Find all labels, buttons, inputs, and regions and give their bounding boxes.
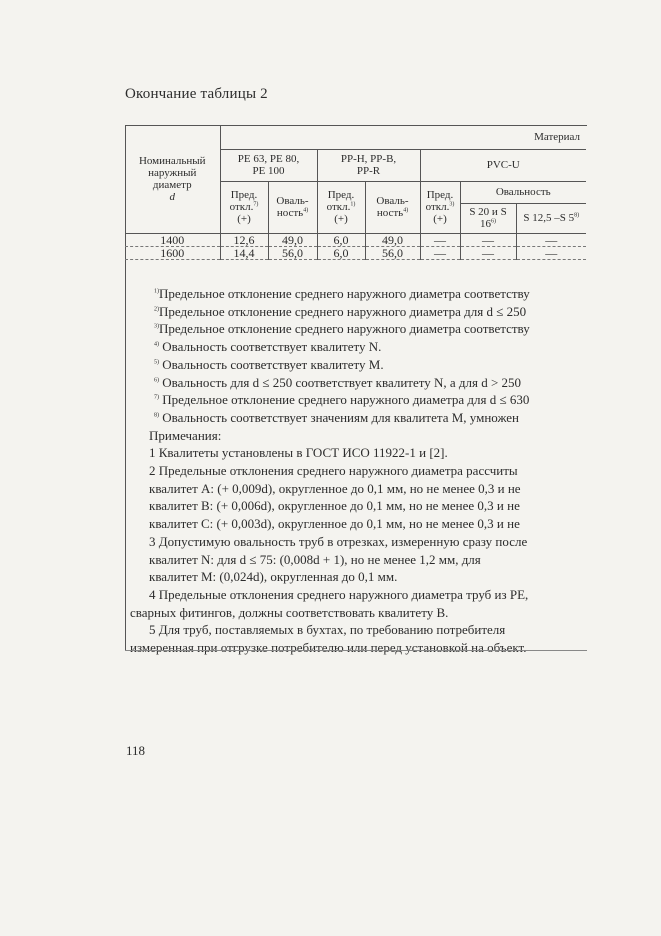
- footnote-5: $^{5)}$ Овальность соответствует квалитету М.: [154, 356, 384, 372]
- material-header: Материал: [220, 125, 586, 149]
- pp-group-header: PP-H, PP-B, PP-R: [317, 149, 420, 181]
- footnotes-and-notes: [130, 285, 570, 657]
- note-line: 3 Допустимую овальность труб в отрезках, измеренную сразу после: [149, 533, 528, 549]
- pe-pred-header: Пред. откл.$^{7)}$ (+): [220, 181, 268, 233]
- pp-oval-header: Оваль-ность$^{4)}$: [365, 181, 420, 233]
- table-row: 1600 14,4 56,0 6,0 56,0 — — —: [125, 246, 586, 259]
- nominal-diameter-header: Номинальный наружный диаметр d: [125, 125, 220, 233]
- note-line: 1 Квалитеты установлены в ГОСТ ИСО 11922-1 и [2].: [149, 445, 448, 461]
- footnote-4: $^{4)}$ Овальность соответствует квалитету N.: [154, 339, 382, 355]
- pvc-pred-header: Пред. откл.$^{3)}$ (+): [420, 181, 460, 233]
- note-line: квалитет С: (+ 0,003d), округленное до 0,1 мм, но не менее 0,3 и не: [149, 516, 520, 532]
- pe-group-header: PE 63, PE 80, PE 100: [220, 149, 317, 181]
- note-line: квалитет N: для d ≤ 75: (0,008d + 1), но не менее 1,2 мм, для: [149, 551, 481, 567]
- footnote-7: $^{7)}$ Предельное отклонение среднего наружного диаметра для d ≤ 630: [154, 392, 530, 408]
- note-line: квалитет М: (0,024d), округленная до 0,1 мм.: [149, 569, 398, 585]
- pipe-tolerance-table: [125, 125, 586, 260]
- note-line: 5 Для труб, поставляемых в бухтах, по требованию потребителя: [149, 622, 506, 638]
- notes-title: Примечания:: [149, 427, 222, 443]
- table-caption: Окончание таблицы 2: [125, 86, 268, 102]
- page-bottom-rule: [125, 650, 587, 651]
- note-line: 2 Предельные отклонения среднего наружного диаметра рассчиты: [149, 463, 518, 479]
- page-number: 118: [126, 743, 146, 758]
- footnote-8: $^{8)}$ Овальность соответствует значениям для квалитета М, умножен: [154, 409, 520, 425]
- pvc-oval-col2-header: S 12,5 –S 5$^{8)}$: [516, 203, 586, 233]
- table-row: 1400 12,6 49,0 6,0 49,0 — — —: [125, 233, 586, 246]
- note-line: сварных фитингов, должны соответствовать квалитету В.: [130, 604, 449, 620]
- footnote-1: $^{1)}$Предельное отклонение среднего наружного диаметра соответству: [154, 286, 530, 301]
- note-line: квалитет А: (+ 0,009d), округленное до 0,1 мм, но не менее 0,3 и не: [149, 480, 521, 496]
- pe-oval-header: Оваль-ность$^{4)}$: [268, 181, 317, 233]
- footnote-6: $^{6)}$ Овальность для d ≤ 250 соответствует квалитету N, а для d > 250: [154, 374, 522, 390]
- pp-pred-header: Пред. откл.$^{1)}$ (+): [317, 181, 365, 233]
- footnote-3: $^{3)}$Предельное отклонение среднего наружного диаметра соответству: [154, 321, 530, 337]
- pvc-oval-header: Овальность: [460, 181, 586, 203]
- footnote-2: $^{2)}$Предельное отклонение среднего наружного диаметра для d ≤ 250: [154, 303, 527, 319]
- note-line: измеренная при отгрузке потребителю или перед установкой на объект.: [130, 640, 527, 656]
- note-line: 4 Предельные отклонения среднего наружного диаметра труб из PE,: [149, 586, 529, 602]
- note-line: квалитет В: (+ 0,006d), округленное до 0,1 мм, но не менее 0,3 и не: [149, 498, 520, 514]
- pvc-oval-col1-header: S 20 и S 16$^{6)}$: [460, 203, 516, 233]
- pvc-group-header: PVC-U: [420, 149, 586, 181]
